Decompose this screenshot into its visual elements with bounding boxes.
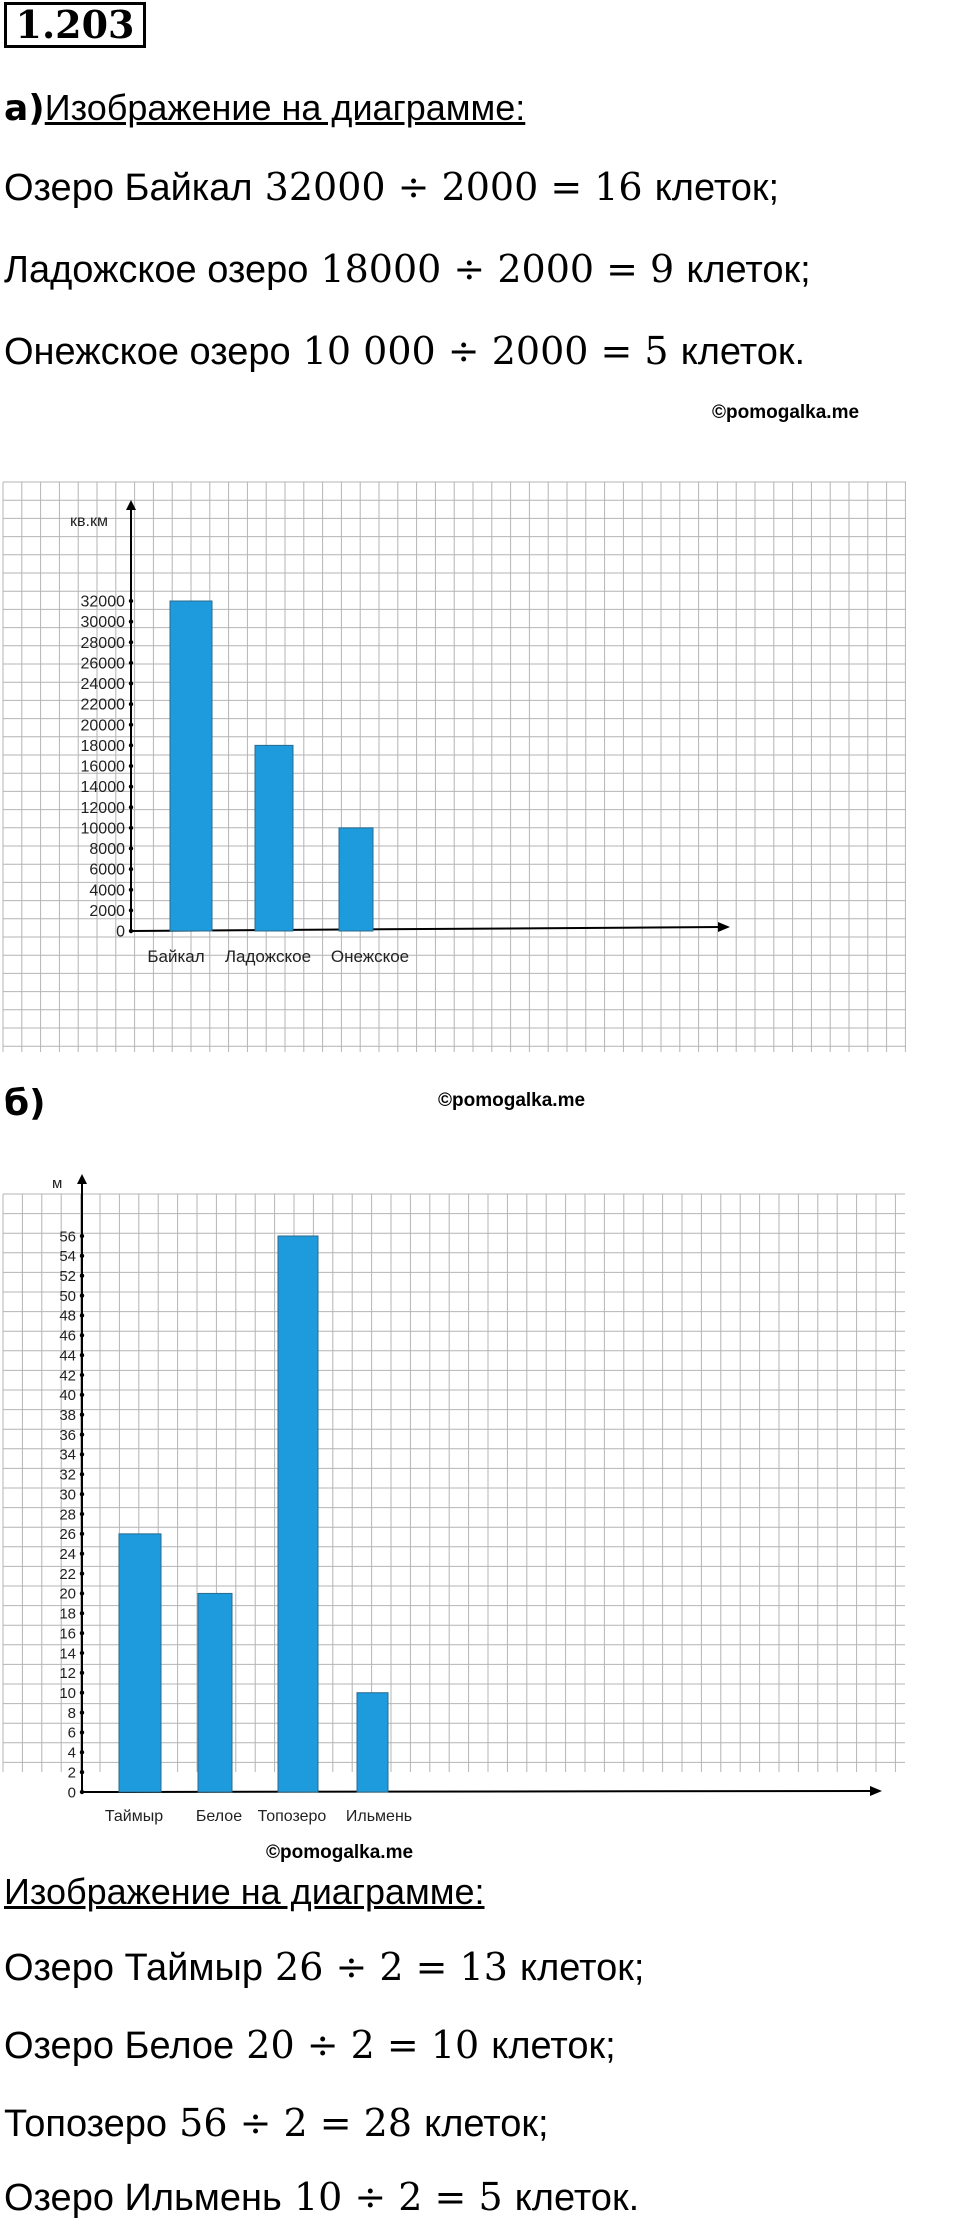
y-axis-arrow: [77, 1174, 87, 1184]
y-tick-label: 40: [59, 1387, 76, 1405]
line-math: 10 ÷ 2 = 5: [293, 2175, 503, 2219]
y-tick-label: 4000: [89, 882, 125, 900]
y-tick-label: 28: [59, 1506, 76, 1524]
y-tick-label: 12: [59, 1665, 76, 1683]
y-tick-mark: [80, 1452, 84, 1456]
y-tick-label: 12000: [80, 799, 125, 817]
problem-number: 1.203: [4, 2, 146, 48]
chart-a: [0, 480, 915, 1060]
y-tick-mark: [129, 619, 133, 623]
bar: [119, 1534, 161, 1792]
y-axis-label: м: [52, 1175, 63, 1192]
line-words: Озеро Белое: [4, 2025, 235, 2067]
bar: [357, 1693, 388, 1792]
line-tail: клеток;: [654, 167, 780, 209]
part-b-line-4: [4, 2174, 639, 2221]
y-tick-label: 42: [59, 1367, 76, 1385]
y-tick-mark: [129, 764, 133, 768]
y-tick-mark: [80, 1750, 84, 1754]
y-tick-mark: [80, 1651, 84, 1655]
y-tick-mark: [129, 743, 133, 747]
part-a-heading: [4, 86, 525, 131]
y-tick-mark: [80, 1492, 84, 1496]
y-tick-label: 32: [59, 1466, 76, 1484]
y-tick-label: 14: [59, 1645, 76, 1663]
part-b-line-3: [4, 2100, 549, 2147]
y-tick-label: 44: [59, 1347, 76, 1365]
x-axis-arrow: [870, 1786, 882, 1796]
y-tick-label: 32000: [80, 593, 125, 611]
y-tick-label: 6: [67, 1724, 76, 1742]
y-tick-label: 48: [59, 1307, 76, 1325]
y-tick-label: 20: [59, 1585, 76, 1603]
y-tick-mark: [80, 1611, 84, 1615]
y-tick-mark: [80, 1413, 84, 1417]
y-tick-label: 2: [67, 1764, 76, 1782]
line-tail: клеток;: [491, 2025, 616, 2067]
y-tick-label: 2000: [89, 902, 125, 920]
part-b-label: б): [4, 1083, 46, 1124]
line-tail: клеток.: [514, 2177, 640, 2219]
bar: [255, 745, 293, 931]
bar: [198, 1593, 232, 1792]
y-tick-mark: [80, 1353, 84, 1357]
x-axis-arrow: [718, 922, 730, 932]
y-tick-label: 0: [67, 1784, 76, 1802]
y-tick-label: 34: [59, 1446, 76, 1464]
y-tick-mark: [80, 1790, 84, 1794]
line-math: 20 ÷ 2 = 10: [246, 2023, 480, 2067]
y-tick-mark: [129, 908, 133, 912]
line-words: Озеро Таймыр: [4, 1947, 263, 1989]
line-math: 56 ÷ 2 = 28: [179, 2101, 413, 2145]
part-b-heading-text: Изображение на диаграмме:: [4, 1871, 485, 1912]
y-tick-mark: [80, 1710, 84, 1714]
y-tick-mark: [129, 826, 133, 830]
y-tick-mark: [80, 1512, 84, 1516]
y-tick-mark: [80, 1770, 84, 1774]
y-tick-mark: [129, 805, 133, 809]
y-tick-mark: [129, 784, 133, 788]
y-tick-label: 4: [67, 1744, 76, 1762]
y-tick-mark: [129, 681, 133, 685]
y-tick-label: 26: [59, 1526, 76, 1544]
y-tick-mark: [80, 1472, 84, 1476]
bar: [339, 828, 373, 931]
y-axis-label: кв.км: [70, 513, 108, 530]
y-tick-label: 28000: [80, 634, 125, 652]
y-tick-mark: [80, 1274, 84, 1278]
y-tick-label: 52: [59, 1267, 76, 1285]
y-tick-label: 24: [59, 1545, 76, 1563]
y-tick-label: 18: [59, 1605, 76, 1623]
line-math: 32000 ÷ 2000 = 16: [264, 165, 643, 209]
y-tick-label: 30: [59, 1486, 76, 1504]
y-tick-label: 38: [59, 1406, 76, 1424]
part-a-heading-text: Изображение на диаграмме:: [44, 87, 526, 128]
y-tick-label: 8000: [89, 841, 125, 859]
part-a-line-1: [4, 164, 779, 211]
y-tick-label: 46: [59, 1327, 76, 1345]
y-tick-mark: [80, 1532, 84, 1536]
x-category-label: Байкал: [147, 947, 205, 966]
y-tick-mark: [129, 640, 133, 644]
line-words: Онежское озеро: [4, 331, 291, 373]
watermark: ©pomogalka.me: [266, 1842, 414, 1863]
line-tail: клеток;: [424, 2103, 549, 2145]
part-a-label: а): [4, 88, 45, 129]
y-tick-label: 24000: [80, 676, 125, 694]
y-tick-mark: [129, 723, 133, 727]
y-tick-label: 10: [59, 1684, 76, 1702]
y-tick-mark: [129, 661, 133, 665]
chart-b: [0, 1172, 915, 1825]
watermark: ©pomogalka.me: [438, 1090, 586, 1111]
y-tick-mark: [80, 1333, 84, 1337]
x-category-label: Топозеро: [257, 1808, 327, 1825]
part-b-heading: [4, 1870, 485, 1915]
y-tick-mark: [80, 1432, 84, 1436]
y-tick-mark: [80, 1571, 84, 1575]
x-axis: [131, 927, 722, 931]
y-tick-label: 54: [59, 1248, 76, 1266]
x-category-label: Таймыр: [104, 1808, 164, 1825]
y-tick-mark: [129, 888, 133, 892]
y-tick-label: 6000: [89, 861, 125, 879]
y-tick-mark: [129, 846, 133, 850]
y-tick-mark: [80, 1393, 84, 1397]
y-tick-label: 14000: [80, 779, 125, 797]
line-tail: клеток;: [686, 249, 811, 291]
part-a-line-3: [4, 328, 805, 375]
y-tick-mark: [80, 1671, 84, 1675]
y-tick-mark: [129, 867, 133, 871]
line-math: 26 ÷ 2 = 13: [275, 1945, 508, 1989]
y-tick-label: 8: [67, 1704, 76, 1722]
x-category-label: Онежское: [330, 947, 410, 966]
y-tick-label: 30000: [80, 614, 125, 632]
line-words: Топозеро: [4, 2103, 168, 2145]
watermark: ©pomogalka.me: [712, 402, 860, 423]
line-tail: клеток;: [520, 1947, 645, 1989]
y-tick-mark: [80, 1313, 84, 1317]
y-tick-label: 36: [59, 1426, 76, 1444]
y-tick-label: 20000: [80, 717, 125, 735]
line-words: Ладожское озеро: [4, 249, 309, 291]
x-category-label: Ладожское: [224, 947, 312, 966]
y-tick-mark: [80, 1591, 84, 1595]
y-tick-mark: [80, 1234, 84, 1238]
line-words: Озеро Ильмень: [4, 2177, 282, 2219]
y-tick-mark: [80, 1691, 84, 1695]
y-tick-mark: [129, 599, 133, 603]
y-tick-mark: [129, 929, 133, 933]
y-tick-label: 0: [116, 923, 125, 941]
y-tick-label: 22: [59, 1565, 76, 1583]
y-tick-mark: [80, 1373, 84, 1377]
line-tail: клеток.: [680, 331, 806, 373]
y-tick-mark: [80, 1293, 84, 1297]
line-math: 10 000 ÷ 2000 = 5: [302, 329, 669, 373]
y-tick-label: 10000: [80, 820, 125, 838]
part-b-label-row: [4, 1082, 46, 1126]
y-tick-label: 16000: [80, 758, 125, 776]
y-tick-label: 56: [59, 1228, 76, 1246]
y-tick-mark: [80, 1254, 84, 1258]
x-category-label: Белое: [195, 1808, 243, 1825]
y-tick-label: 16: [59, 1625, 76, 1643]
bar: [170, 601, 212, 931]
y-tick-label: 50: [59, 1287, 76, 1305]
part-b-line-1: [4, 1944, 644, 1991]
part-b-line-2: [4, 2022, 616, 2069]
y-tick-mark: [80, 1552, 84, 1556]
y-tick-mark: [129, 702, 133, 706]
line-words: Озеро Байкал: [4, 167, 253, 209]
line-math: 18000 ÷ 2000 = 9: [320, 247, 675, 291]
x-category-label: Ильмень: [345, 1808, 413, 1825]
bar: [278, 1236, 318, 1792]
y-tick-mark: [80, 1730, 84, 1734]
y-tick-label: 22000: [80, 696, 125, 714]
y-tick-label: 26000: [80, 655, 125, 673]
y-tick-mark: [80, 1631, 84, 1635]
y-tick-label: 18000: [80, 737, 125, 755]
part-a-line-2: [4, 246, 811, 293]
